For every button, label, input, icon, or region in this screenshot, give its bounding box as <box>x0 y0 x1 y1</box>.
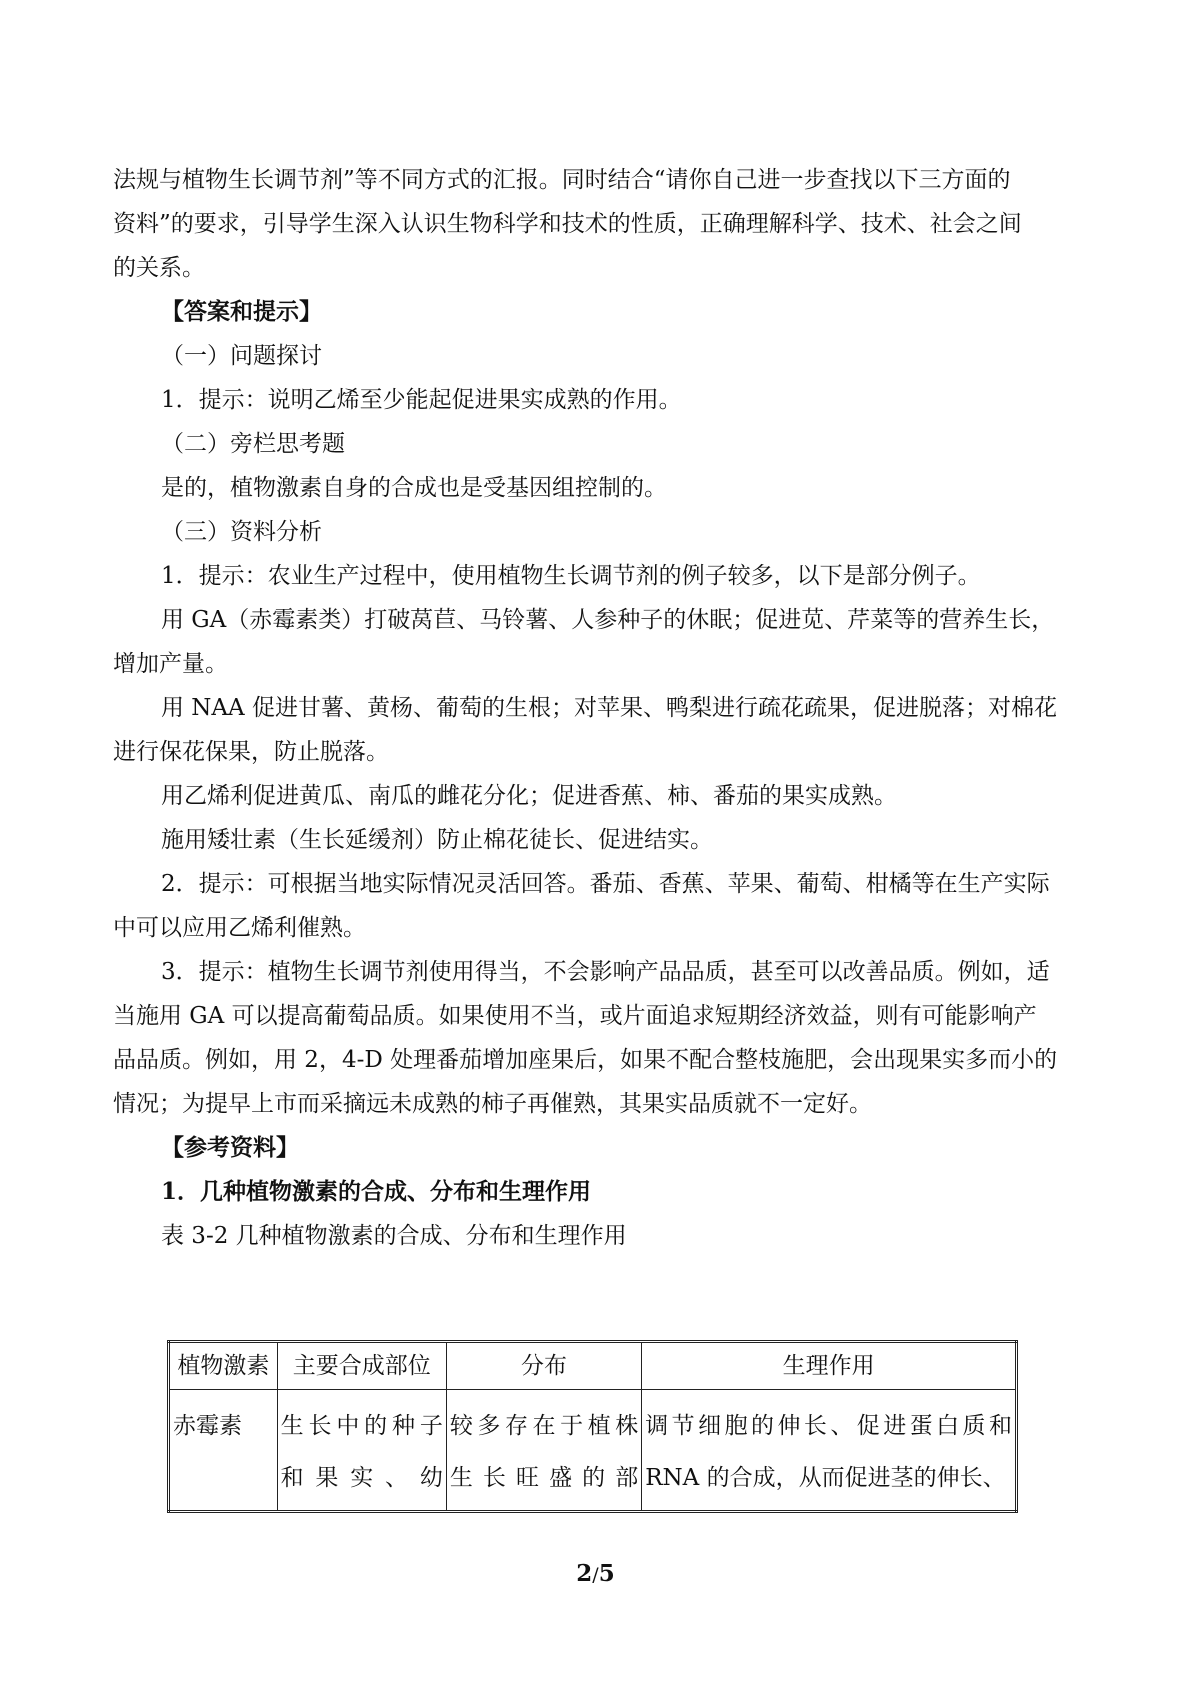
paragraph-line: 增加产量。 <box>113 651 228 677</box>
paragraph-line: 2．提示：可根据当地实际情况灵活回答。番茄、香蕉、苹果、葡萄、柑橘等在生产实际 <box>161 871 1050 897</box>
paragraph-line: 当施用 GA 可以提高葡萄品质。如果使用不当，或片面追求短期经济效益，则有可能影响产 <box>113 1003 1037 1029</box>
paragraph-line: 施用矮壮素（生长延缓剂）防止棉花徒长、促进结实。 <box>161 827 713 853</box>
page-number <box>0 1560 1191 1587</box>
paragraph-line: 资料”的要求，引导学生深入认识生物科学和技术的性质，正确理解科学、技术、社会之间 <box>113 211 1022 237</box>
paragraph-line: 中可以应用乙烯利催熟。 <box>113 915 366 941</box>
paragraph-line: 用 NAA 促进甘薯、黄杨、葡萄的生根；对苹果、鸭梨进行疏花疏果，促进脱落；对棉花 <box>161 695 1057 721</box>
page-current: 2 <box>576 1560 593 1587</box>
section-heading-answers: 【答案和提示】 <box>161 298 322 325</box>
cell-text: 赤霉素 <box>173 1413 242 1439</box>
table-cell-function <box>642 1390 1017 1512</box>
paragraph-line: 用 GA（赤霉素类）打破莴苣、马铃薯、人参种子的休眠；促进苋、芹菜等的营养生长， <box>161 607 1055 633</box>
table-header-cell: 生理作用 <box>642 1342 1017 1390</box>
section-heading-references: 【参考资料】 <box>161 1134 299 1161</box>
table-header-cell: 主要合成部位 <box>277 1342 446 1390</box>
paragraph-line: 3．提示：植物生长调节剂使用得当，不会影响产品品质，甚至可以改善品质。例如，适 <box>161 959 1050 985</box>
subheading-data-analysis: （三）资料分析 <box>161 519 322 545</box>
table-cell-site <box>277 1390 446 1512</box>
paragraph-line: 品品质。例如，用 2，4-D 处理番茄增加座果后，如果不配合整枝施肥，会出现果实多而小的 <box>113 1047 1058 1073</box>
cell-text: RNA 的合成，从而促进茎的伸长、 <box>645 1465 1006 1491</box>
paragraph-line: 1．提示：农业生产过程中，使用植物生长调节剂的例子较多，以下是部分例子。 <box>161 563 981 589</box>
paragraph-line: 的关系。 <box>113 255 205 281</box>
table-row <box>169 1390 1017 1512</box>
table-header-cell: 植物激素 <box>169 1342 278 1390</box>
table-cell-distribution <box>446 1390 641 1512</box>
subsection-heading: 1．几种植物激素的合成、分布和生理作用 <box>161 1178 592 1205</box>
cell-text: 生 长 旺 盛 的 部 <box>449 1465 639 1491</box>
table-caption: 表 3-2 几种植物激素的合成、分布和生理作用 <box>161 1223 627 1249</box>
table-header-cell: 分布 <box>446 1342 641 1390</box>
paragraph-line: 是的，植物激素自身的合成也是受基因组控制的。 <box>161 475 667 501</box>
cell-text: 调节细胞的伸长、促进蛋白质和 <box>645 1413 1012 1439</box>
paragraph-line: 进行保花保果，防止脱落。 <box>113 739 389 765</box>
paragraph-line: 1．提示：说明乙烯至少能起促进果实成熟的作用。 <box>161 387 682 413</box>
cell-text: 较多存在于植株 <box>449 1413 639 1439</box>
table-header-row <box>169 1342 1017 1390</box>
page-separator: / <box>592 1564 599 1586</box>
cell-text: 生长中的种子 <box>280 1413 443 1439</box>
subheading-sidebar-questions: （二）旁栏思考题 <box>161 431 345 457</box>
paragraph-line: 用乙烯利促进黄瓜、南瓜的雌花分化；促进香蕉、柿、番茄的果实成熟。 <box>161 783 897 809</box>
paragraph-line: 法规与植物生长调节剂”等不同方式的汇报。同时结合“请你自己进一步查找以下三方面的 <box>113 167 1011 193</box>
paragraph-line: 情况；为提早上市而采摘远未成熟的柿子再催熟，其果实品质就不一定好。 <box>113 1091 872 1117</box>
hormone-table <box>167 1340 1018 1513</box>
table-cell-hormone <box>169 1390 278 1512</box>
page-total: 5 <box>598 1560 615 1587</box>
subheading-questions: （一）问题探讨 <box>161 343 322 369</box>
cell-text: 和 果 实 、 幼 <box>280 1465 443 1491</box>
